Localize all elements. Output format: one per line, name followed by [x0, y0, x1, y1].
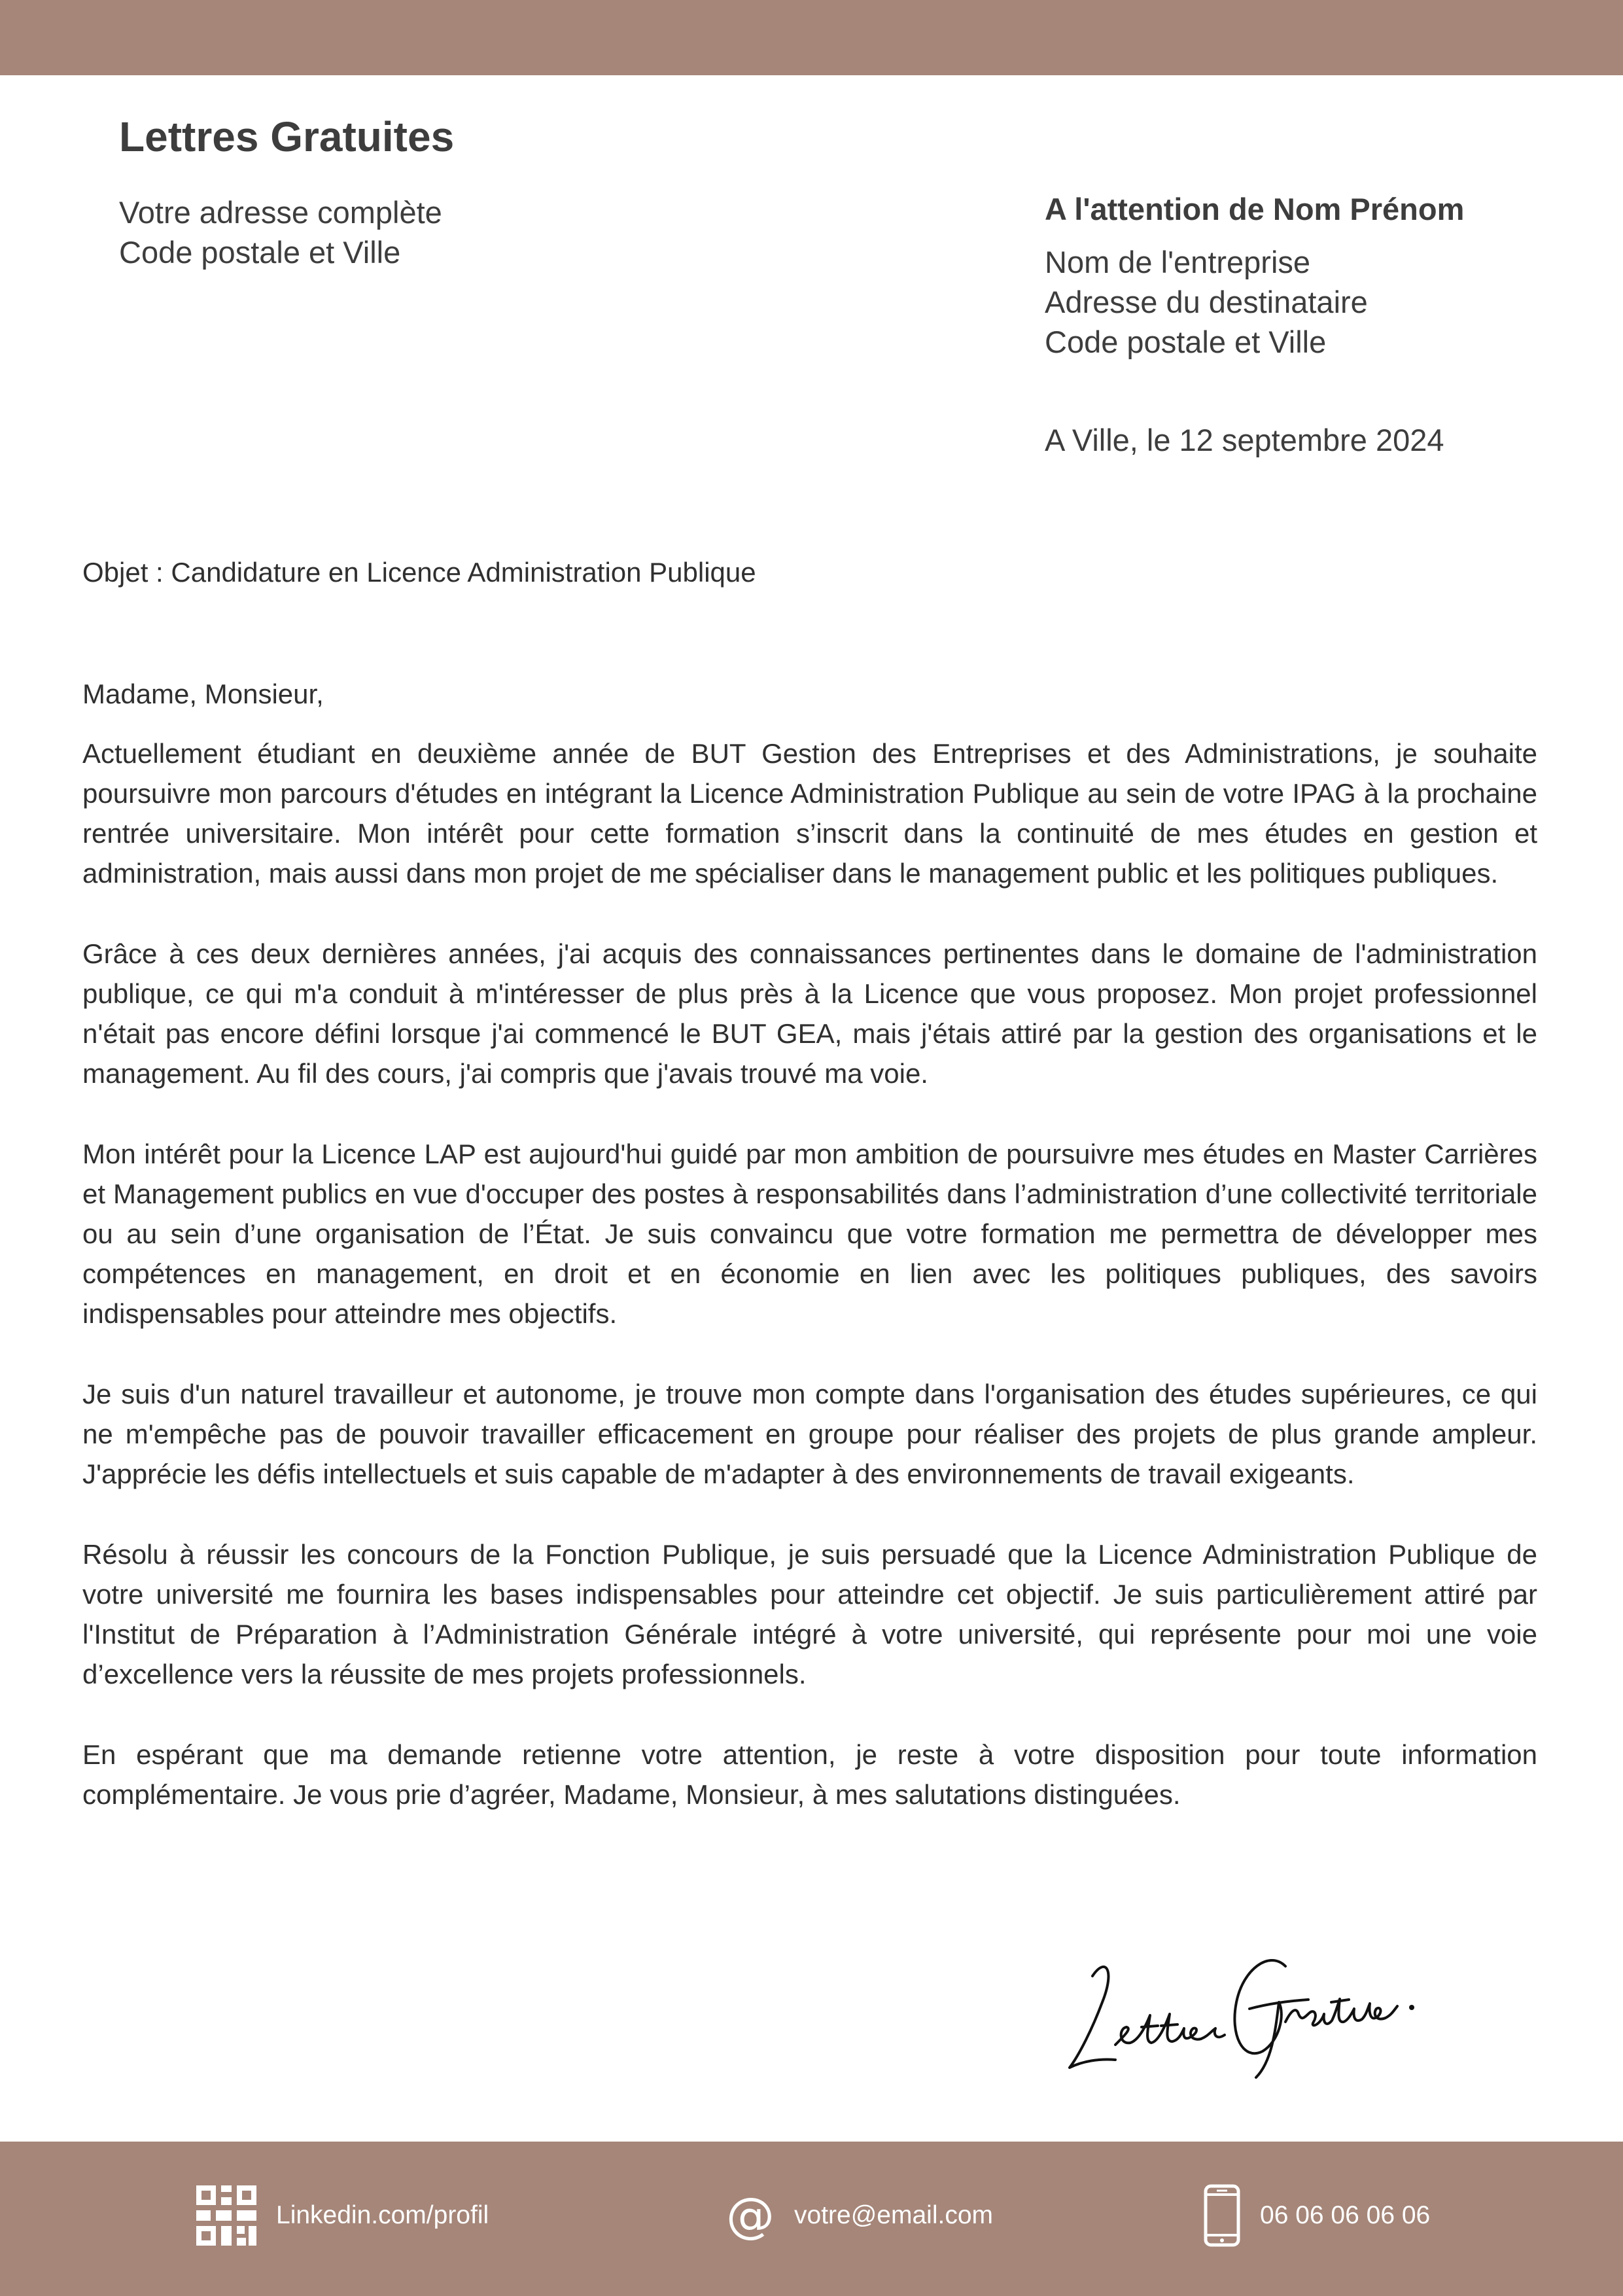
footer-linkedin[interactable] [196, 2183, 489, 2248]
paragraph-2: Grâce à ces deux dernières années, j'ai acquis des connaissances pertinentes dans le domaine de l'administration publique, ce qui m'a conduit à m'intéresser de plus près à la Licence que vous proposez. Mon projet professionnel n'était pas encore défini lorsque j'ai commencé le BUT GEA, mais j'étais attiré par la gestion des organisations et le management. Au fil des cours, j'ai compris que j'avais trouvé ma voie. [82, 938, 1537, 1089]
paragraph-3: Mon intérêt pour la Licence LAP est aujourd'hui guidé par mon ambition de poursuivre mes études en Master Carrières et Management publics en vue d'occuper des postes à responsabilités dans l’administration d’une collectivité territoriale ou au sein d’une organisation de l’État. Je suis convaincu que votre formation me permettra de développer mes compétences en management, en droit et en économie en lien avec les politiques publiques, des savoirs indispensables pour atteindre mes objectifs. [82, 1139, 1537, 1329]
sender-city: Code postale et Ville [119, 235, 401, 270]
phone-label: 06 06 06 06 06 [1260, 2201, 1431, 2229]
recipient-address: Adresse du destinataire [1045, 285, 1368, 319]
letter-date: A Ville, le 12 septembre 2024 [1045, 423, 1444, 457]
sender-address-block [119, 192, 442, 272]
paragraph-6: En espérant que ma demande retienne votre attention, je reste à votre disposition pour toute information complémentaire. Je vous prie d’agréer, Madame, Monsieur, à mes salutations distinguées. [82, 1739, 1537, 1810]
qr-code-icon [196, 2185, 256, 2246]
handwritten-signature [1053, 1930, 1433, 2081]
phone-icon [1204, 2184, 1240, 2247]
header-band [0, 0, 1623, 75]
recipient-city: Code postale et Ville [1045, 325, 1327, 359]
paragraph-5: Résolu à réussir les concours de la Fonction Publique, je suis persuadé que la Licence Administration Publique de votre université me fournira les bases indispensables pour atteindre cet objectif. Je suis particulièrement attiré par l'Institut de Préparation à l’Administration Générale intégré à votre université, qui représente pour moi une voie d’excellence vers la réussite de mes projets professionnels. [82, 1539, 1537, 1689]
footer-email[interactable] [726, 2183, 993, 2248]
footer-phone[interactable] [1204, 2183, 1430, 2248]
salutation: Madame, Monsieur, [82, 679, 324, 709]
sender-name: Lettres Gratuites [119, 113, 455, 160]
paragraph-1: Actuellement étudiant en deuxième année de BUT Gestion des Entreprises et des Administrations, je souhaite poursuivre mon parcours d'études en intégrant la Licence Administration Publique au sein de votre IPAG à la prochaine rentrée universitaire. Mon intérêt pour cette formation s’inscrit dans la continuité de mes études en gestion et administration, mais aussi dans mon projet de me spécialiser dans le management public et les politiques publiques. [82, 738, 1537, 889]
paragraph-4: Je suis d'un naturel travailleur et autonome, je trouve mon compte dans l'organisation des études supérieures, ce qui ne m'empêche pas de pouvoir travailler efficacement en groupe pour réaliser des projets de plus grande ampleur. J'apprécie les défis intellectuels et suis capable de m'adapter à des environnements de travail exigeants. [82, 1379, 1537, 1489]
linkedin-label: Linkedin.com/profil [276, 2201, 489, 2229]
email-label: votre@email.com [794, 2201, 994, 2229]
letter-body [82, 674, 1537, 1855]
sender-address: Votre adresse complète [119, 195, 442, 230]
recipient-attention: A l'attention de Nom Prénom [1045, 192, 1465, 226]
at-sign-icon: @ [726, 2187, 775, 2244]
recipient-block [1045, 190, 1568, 362]
recipient-company: Nom de l'entreprise [1045, 245, 1311, 279]
letter-subject: Objet : Candidature en Licence Administration Publique [82, 557, 756, 588]
